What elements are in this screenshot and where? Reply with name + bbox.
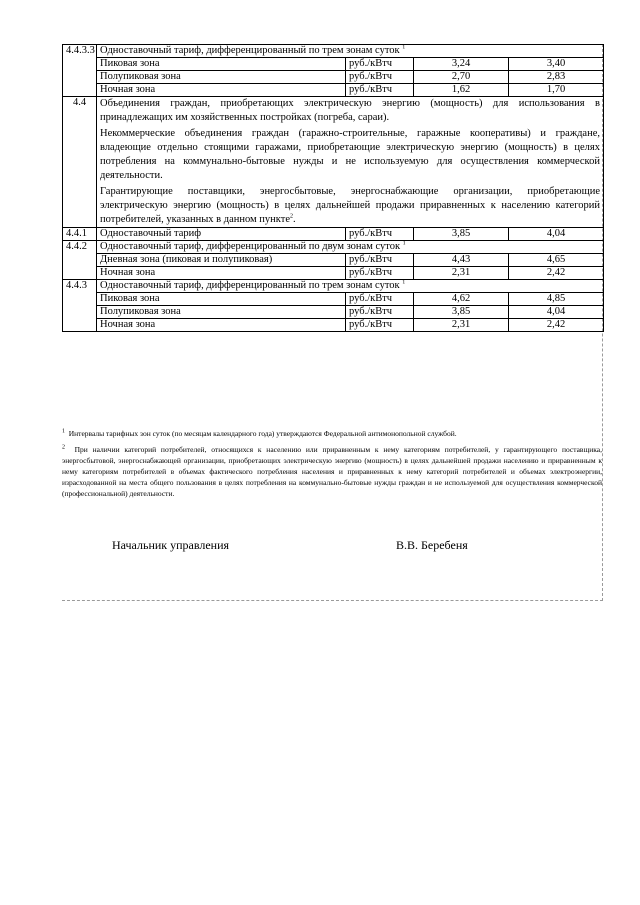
zone-label: Полупиковая зона <box>97 71 346 84</box>
unit-cell: руб./кВтч <box>346 228 414 241</box>
table-row <box>63 306 604 319</box>
table-row <box>63 267 604 280</box>
zone-label: Ночная зона <box>97 267 346 280</box>
unit-cell: руб./кВтч <box>346 84 414 97</box>
tariff-title: Одноставочный тариф <box>97 228 346 241</box>
value-cell-2: 4,65 <box>509 254 604 267</box>
footnote-1: $^1$ Интервалы тарифных зон суток (по месяцам календарного года) утверждаются Федеральной антимонопольной службой. <box>62 428 457 438</box>
table-row <box>63 71 604 84</box>
footnotes <box>62 428 602 504</box>
signature-name: В.В. Беребеня <box>396 538 468 552</box>
section-row-4-4-3 <box>63 280 604 293</box>
unit-cell: руб./кВтч <box>346 71 414 84</box>
section-row-4-4 <box>63 97 604 228</box>
tariff-title: Одноставочный тариф, дифференцированный по трем зонам суток $^1$ <box>97 45 604 58</box>
value-cell-2: 2,42 <box>509 267 604 280</box>
item-number: 4.4.2 <box>63 241 97 280</box>
zone-label: Пиковая зона <box>97 293 346 306</box>
value-cell-2: 3,40 <box>509 58 604 71</box>
zone-label: Дневная зона (пиковая и полупиковая) <box>97 254 346 267</box>
unit-cell: руб./кВтч <box>346 306 414 319</box>
section-row-4-4-1 <box>63 228 604 241</box>
value-cell-1: 2,70 <box>414 71 509 84</box>
unit-cell: руб./кВтч <box>346 319 414 332</box>
table-row <box>63 84 604 97</box>
paragraph: Объединения граждан, приобретающих электрическую энергию (мощность) для использования в принадлежащих им хозяйственных постройках (погреба, сараи). <box>100 98 600 123</box>
unit-cell: руб./кВтч <box>346 254 414 267</box>
section-row-4-4-3-3 <box>63 45 604 58</box>
table-row <box>63 254 604 267</box>
zone-label: Ночная зона <box>97 319 346 332</box>
value-cell-1: 3,85 <box>414 228 509 241</box>
table-row <box>63 293 604 306</box>
item-number: 4.4.1 <box>63 228 97 241</box>
paragraph: Гарантирующие поставщики, энергосбытовые, энергоснабжающие организации, приобретающие электрическую энергию (мощность) в целях дальнейшей продажи приравненных к населению категорий потребителей, указанных в данном пункте$^2$. <box>100 186 600 225</box>
table-row <box>63 58 604 71</box>
footnote-2: $^2$ При наличии категорий потребителей, относящихся к населению или приравненным к нему категориям потребителей, у гарантирующего поставщика, энергосбытовой, энергоснабжающей организации, приобретающих электрическую энергию (мощность) в целях дальнейшей продажи населению и приравненным к нему категориям потребителей в объемах фактического потребления населения и приравненных к нему категорий потребителей и объемах электроэнергии, израсходованной на места общего пользования в целях потребления на коммунально-бытовые нужды граждан и не используемой для осуществления коммерческой (профессиональной) деятельности. <box>62 444 602 498</box>
section-row-4-4-2 <box>63 241 604 254</box>
signature-position: Начальник управления <box>112 538 230 552</box>
item-number: 4.4.3.3 <box>63 45 97 97</box>
value-cell-2: 4,04 <box>509 228 604 241</box>
value-cell-1: 3,24 <box>414 58 509 71</box>
value-cell-1: 1,62 <box>414 84 509 97</box>
value-cell-2: 2,42 <box>509 319 604 332</box>
tariff-title: Одноставочный тариф, дифференцированный по трем зонам суток $^1$ <box>97 280 604 293</box>
value-cell-1: 2,31 <box>414 319 509 332</box>
tariff-title: Одноставочный тариф, дифференцированный по двум зонам суток $^1$ <box>97 241 604 254</box>
table-row <box>63 319 604 332</box>
consumer-category-description <box>97 97 604 228</box>
value-cell-1: 4,43 <box>414 254 509 267</box>
value-cell-2: 2,83 <box>509 71 604 84</box>
unit-cell: руб./кВтч <box>346 58 414 71</box>
item-number: 4.4.3 <box>63 280 97 332</box>
paragraph: Некоммерческие объединения граждан (гаражно-строительные, гаражные кооперативы) и граждане, владеющие отдельно стоящими гаражами, приобретающие электрическую энергию (мощность) в целях потребления на коммунально-бытовые нужды и не используемую для осуществления коммерческой деятельности. <box>100 128 600 181</box>
unit-cell: руб./кВтч <box>346 267 414 280</box>
zone-label: Пиковая зона <box>97 58 346 71</box>
zone-label: Ночная зона <box>97 84 346 97</box>
value-cell-1: 2,31 <box>414 267 509 280</box>
tariff-table <box>62 44 604 332</box>
value-cell-1: 4,62 <box>414 293 509 306</box>
value-cell-2: 4,85 <box>509 293 604 306</box>
zone-label: Полупиковая зона <box>97 306 346 319</box>
value-cell-2: 4,04 <box>509 306 604 319</box>
value-cell-1: 3,85 <box>414 306 509 319</box>
unit-cell: руб./кВтч <box>346 293 414 306</box>
value-cell-2: 1,70 <box>509 84 604 97</box>
item-number: 4.4 <box>63 97 97 228</box>
